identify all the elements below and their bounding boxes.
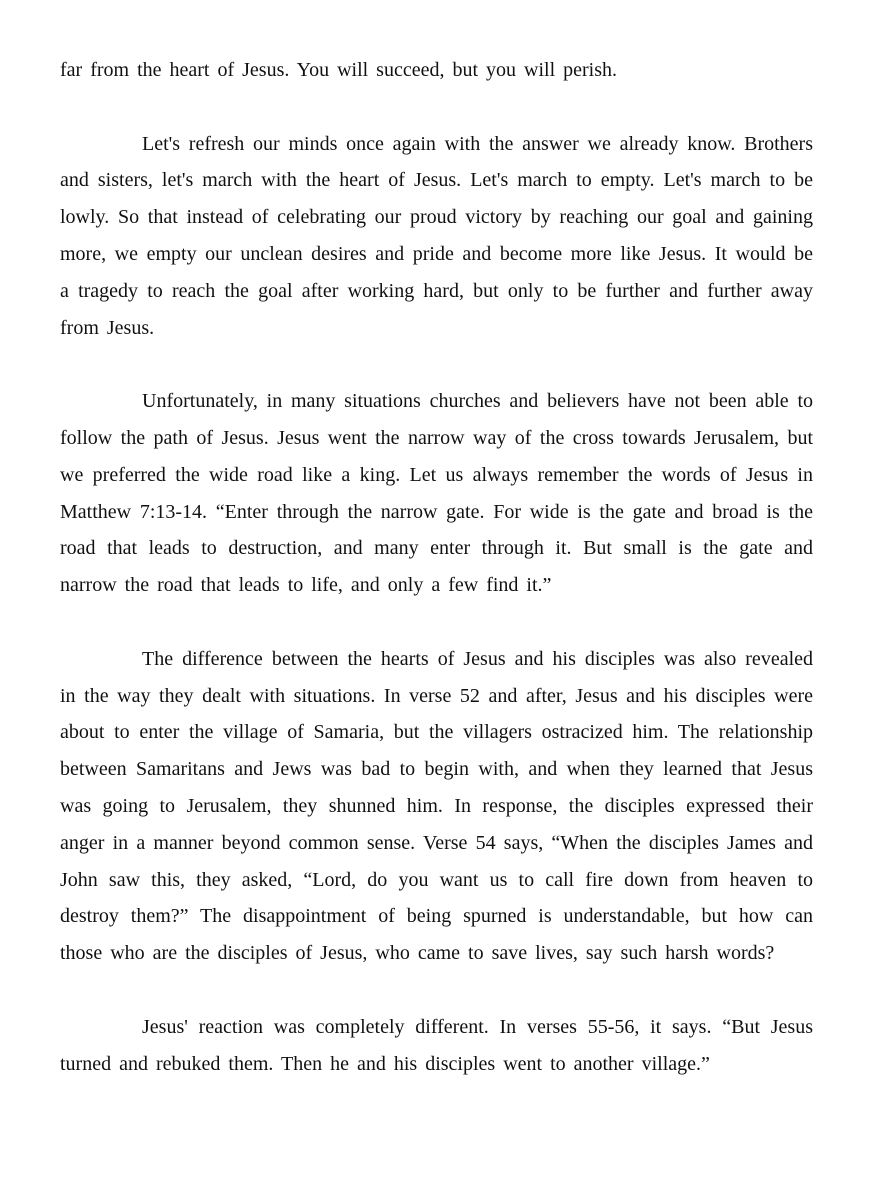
paragraph-disciples-difference: The difference between the hearts of Jesus and his disciples was also revealed in the way they dealt with situations. In verse 52 and after, Jesus and his disciples were about to enter the village of Samaria, but the villagers ostracized him. The relationship between Samaritans and Jews was bad to begin with, and when they learned that Jesus was going to Jerusalem, they shunned him. In response, the disciples expressed their anger in a manner beyond common sense. Verse 54 says, “When the disciples James and John saw this, they asked, “Lord, do you want us to call fire down from heaven to destroy them?” The disappointment of being spurned is understandable, but how can those who are the disciples of Jesus, who came to save lives, say such harsh words? <box>60 647 813 965</box>
paragraph-refresh-minds: Let's refresh our minds once again with the answer we already know. Brothers and sisters, let's march with the heart of Jesus. Let's march to empty. Let's march to be lowly. So that instead of celebrating our proud victory by reaching our goal and gaining more, we empty our unclean desires and pride and become more like Jesus. It would be a tragedy to reach the goal after working hard, but only to be further and further away from Jesus. <box>60 132 813 339</box>
paragraph-gap <box>60 89 813 126</box>
paragraph-gap <box>60 604 813 641</box>
document-page <box>60 52 813 1082</box>
paragraph-gap <box>60 972 813 1009</box>
paragraph-jesus-reaction: Jesus' reaction was completely different. In verses 55-56, it says. “But Jesus turned and rebuked them. Then he and his disciples went to another village.” <box>60 1015 813 1075</box>
paragraph-narrow-gate: Unfortunately, in many situations churches and believers have not been able to follow the path of Jesus. Jesus went the narrow way of the cross towards Jerusalem, but we preferred the wide road like a king. Let us always remember the words of Jesus in Matthew 7:13-14. “Enter through the narrow gate. For wide is the gate and broad is the road that leads to destruction, and many enter through it. But small is the gate and narrow the road that leads to life, and only a few find it.” <box>60 390 813 597</box>
paragraph-gap <box>60 346 813 383</box>
paragraph-continuation: far from the heart of Jesus. You will succeed, but you will perish. <box>60 59 618 81</box>
